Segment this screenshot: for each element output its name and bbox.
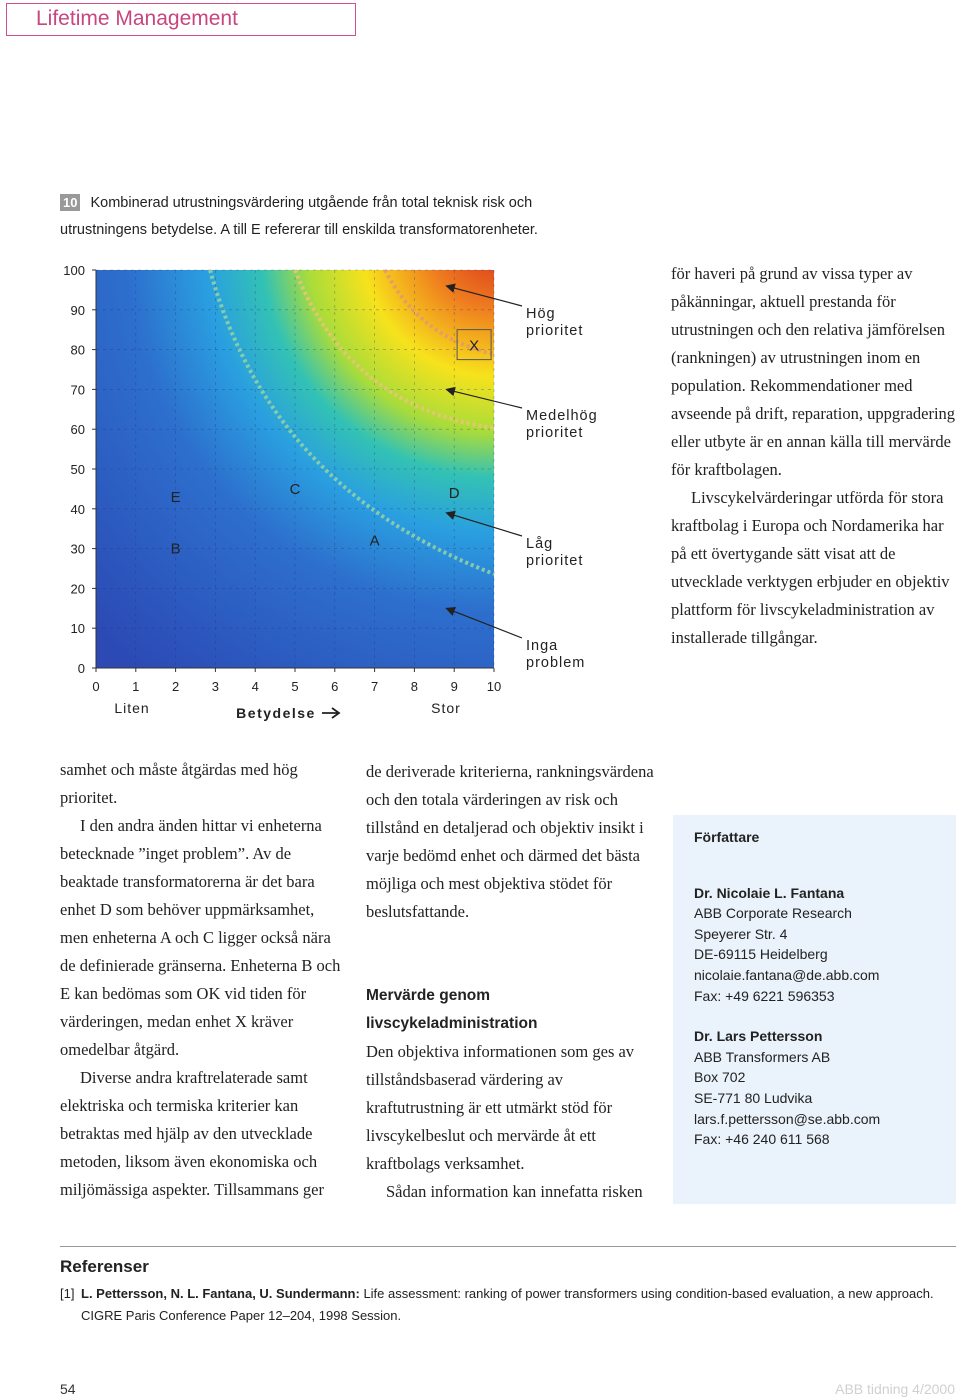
x-tick-label: 4 <box>251 679 259 694</box>
left-paragraph-2: I den andra änden hittar vi enheterna betecknade ”inget problem”. Av de beaktade transformatorerna är det bara enhet D som behöver uppmärksamhet, men enheterna A och C ligger också nära de definierade gränserna. Enheterna B och E kan bedömas som OK vid tiden för värderingen, medan enhet X kräver omedelbar åtgärd. <box>60 816 341 1059</box>
y-tick-label: 100 <box>63 263 85 278</box>
x-label-low: Liten <box>114 700 150 716</box>
y-tick-label: 0 <box>77 661 85 676</box>
y-tick-label: 90 <box>70 302 85 318</box>
zone-label-2-line2: prioritet <box>526 425 584 441</box>
left-column-text <box>60 756 345 1204</box>
header-title-box <box>6 3 356 36</box>
reference-1-title: Life assessment: ranking of power transformers using condition-based evaluation, a new approach. <box>359 1286 934 1301</box>
references-heading: Referenser <box>60 1257 149 1276</box>
zone-label-4-line1: Inga <box>526 638 559 654</box>
x-tick-label: 7 <box>370 679 379 694</box>
x-tick-label: 0 <box>92 679 100 694</box>
risk-importance-chart <box>40 258 630 733</box>
x-tick-label: 10 <box>486 679 502 694</box>
right-column-text <box>671 260 956 652</box>
left-paragraph-1: samhet och måste åtgärdas med hög prioritet. <box>60 760 298 807</box>
x-tick-label: 2 <box>171 679 180 694</box>
y-tick-label: 70 <box>70 382 85 398</box>
author-1-city: DE-69115 Heidelberg <box>694 946 828 963</box>
point-label-b: B <box>170 540 181 558</box>
author-box <box>673 815 956 1204</box>
figure-number: 10 <box>60 194 80 211</box>
references-divider <box>60 1246 956 1247</box>
page-number: 54 <box>60 1381 76 1397</box>
y-tick-label: 60 <box>70 422 85 438</box>
x-tick-label: 1 <box>132 679 140 694</box>
reference-1-authors: L. Pettersson, N. L. Fantana, U. Sundermann: <box>81 1286 360 1301</box>
x-label-high: Stor <box>431 700 461 716</box>
middle-paragraph-1: de deriverade kriterierna, rankningsvärdena och den totala värderingen av risk och tillstånd en detaljerad och objektiv insikt i varje bedömd enhet och därmed det bästa möjliga och mest objektiva stödet för beslutsfattande. <box>366 762 654 921</box>
figure-caption <box>60 190 590 244</box>
reference-1-number: [1] <box>60 1286 75 1301</box>
y-tick-label: 10 <box>70 621 85 637</box>
caption-line-1: Kombinerad utrustningsvärdering utgående från total teknisk risk och <box>90 195 533 211</box>
author-2-fax: Fax: +46 240 611 568 <box>694 1131 830 1148</box>
x-axis-title: Betydelse <box>236 705 316 721</box>
middle-column-text <box>366 758 656 1206</box>
zone-label-3-line1: Låg <box>526 536 554 552</box>
zone-label-4-line2: problem <box>526 655 586 671</box>
author-2-street: Box 702 <box>694 1069 746 1086</box>
author-2-org: ABB Transformers AB <box>694 1048 831 1065</box>
author-1-org: ABB Corporate Research <box>694 905 852 922</box>
caption-line-2: utrustningens betydelse. A till E refererar till enskilda transformatorenheter. <box>60 222 538 238</box>
zone-label-1-line1: Hög <box>526 306 556 322</box>
author-2-city: SE-771 80 Ludvika <box>694 1089 813 1106</box>
right-paragraph-1: för haveri på grund av vissa typer av påkänningar, aktuell prestanda för utrustningen och den relativa jämförelsen (rankningen) av utrustningen inom en population. Rekommendationer med avseende på drift, reparation, uppgradering eller utbyte är en annan källa till mervärde för kraftbolagen. <box>671 264 956 479</box>
x-tick-label: 8 <box>410 679 419 694</box>
y-tick-label: 40 <box>70 501 85 517</box>
author-1-fax: Fax: +49 6221 596353 <box>694 987 835 1004</box>
author-1-email: nicolaie.fantana@de.abb.com <box>694 966 880 983</box>
x-tick-label: 6 <box>331 679 339 694</box>
reference-1-source: CIGRE Paris Conference Paper 12–204, 1998 Session. <box>81 1308 402 1323</box>
zone-label-1-line2: prioritet <box>526 323 584 339</box>
author-1-street: Speyerer Str. 4 <box>694 925 788 942</box>
zone-label-2-line1: Medelhög <box>526 408 598 424</box>
header-title: Lifetime Management <box>36 7 238 30</box>
point-label-d: D <box>448 484 460 502</box>
x-axis-arrow-icon <box>322 708 339 718</box>
right-paragraph-2: Livscykelvärderingar utförda för stora kraftbolag i Europa och Nordamerika har på ett övertygande sätt visat att de utvecklade verktygen erbjuder en objektiv plattform för livscykeladministration av installerade tillgångar. <box>671 488 950 647</box>
author-1-name: Dr. Nicolaie L. Fantana <box>694 884 845 901</box>
middle-paragraph-3: Sådan information kan innefatta risken <box>386 1182 643 1201</box>
y-tick-label: 20 <box>70 581 85 597</box>
author-2-email: lars.f.pettersson@se.abb.com <box>694 1110 881 1127</box>
middle-paragraph-2: Den objektiva informationen som ges av tillståndsbaserad värdering av kraftutrustning är ett utmärkt stöd för livscykelbeslut och mervärde åt ett kraftbolags verksamhet. <box>366 1042 635 1173</box>
magazine-footer: ABB tidning 4/2000 <box>835 1381 955 1397</box>
point-label-x: X <box>469 337 480 355</box>
x-tick-label: 3 <box>211 679 220 694</box>
y-tick-label: 80 <box>70 342 85 358</box>
x-tick-label: 9 <box>450 679 458 694</box>
section-heading: Mervärde genom livscykeladministration <box>366 987 538 1032</box>
author-2-name: Dr. Lars Pettersson <box>694 1028 823 1045</box>
zone-label-3-line2: prioritet <box>526 553 584 569</box>
point-label-a: A <box>369 532 380 550</box>
point-label-c: C <box>289 480 301 498</box>
x-tick-label: 5 <box>291 679 299 694</box>
y-tick-label: 50 <box>70 462 85 477</box>
left-paragraph-3: Diverse andra kraftrelaterade samt elektriska och termiska kriterier kan betraktas med hjälp av den utvecklade metoden, liksom även ekonomiska och miljömässiga aspekter. Tillsammans ger <box>60 1068 324 1199</box>
y-tick-label: 30 <box>70 541 85 557</box>
author-box-title: Författare <box>694 829 760 845</box>
point-label-e: E <box>170 488 181 506</box>
reference-1 <box>60 1283 960 1327</box>
